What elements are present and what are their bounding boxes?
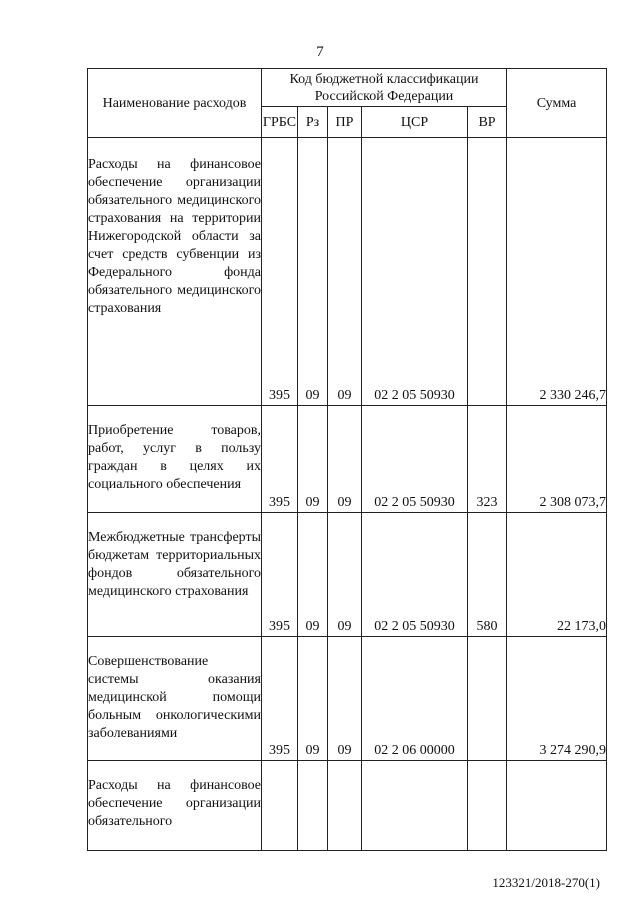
row-name-cell [88, 637, 262, 761]
rz-cell: 09 [298, 138, 328, 406]
row-name-cell [88, 761, 262, 851]
row-name-cell [88, 513, 262, 637]
csr-cell: 02 2 05 50930 [362, 406, 468, 513]
grbs-cell: 395 [262, 513, 298, 637]
grbs-cell: 395 [262, 138, 298, 406]
header-vr: ВР [468, 107, 507, 138]
rz-cell: 09 [298, 513, 328, 637]
rz-cell: 09 [298, 637, 328, 761]
vr-cell: 323 [468, 406, 507, 513]
header-pr: ПР [328, 107, 362, 138]
row-name-cell [88, 406, 262, 513]
amount-cell: 22 173,0 [507, 513, 607, 637]
csr-cell: 02 2 06 00000 [362, 637, 468, 761]
amount-cell: 3 274 290,9 [507, 637, 607, 761]
vr-cell: 580 [468, 513, 507, 637]
table-row [88, 761, 607, 851]
row-name: Межбюджетные трансферты бюджетам территориальных фондов обязательного медицинского страхования [88, 530, 261, 599]
header-name-col: Наименование расходов [88, 69, 262, 138]
header-grbs: ГРБС [262, 107, 298, 138]
header-csr: ЦСР [362, 107, 468, 138]
csr-cell: 02 2 05 50930 [362, 513, 468, 637]
header-classification-title: Код бюджетной классификации Российской Федерации [262, 69, 507, 107]
document-registration-code: 123321/2018-270(1) [492, 875, 600, 890]
grbs-cell: 395 [262, 406, 298, 513]
row-name: Приобретение товаров, работ, услуг в пользу граждан в целях их социального обеспечения [88, 423, 261, 492]
pr-cell [328, 761, 362, 851]
grbs-cell: 395 [262, 637, 298, 761]
amount-cell: 2 330 246,7 [507, 138, 607, 406]
pr-cell: 09 [328, 637, 362, 761]
rz-cell: 09 [298, 406, 328, 513]
page-number: 7 [316, 44, 324, 60]
pr-cell: 09 [328, 406, 362, 513]
row-name: Совершенствование системы оказания медицинской помощи больным онкологическими заболеваниями [88, 654, 261, 741]
amount-cell [507, 761, 607, 851]
header-sum-col: Сумма [507, 69, 607, 138]
header-rz: Рз [298, 107, 328, 138]
table-row [88, 138, 607, 406]
table-row [88, 637, 607, 761]
table-row [88, 406, 607, 513]
csr-cell [362, 761, 468, 851]
csr-cell: 02 2 05 50930 [362, 138, 468, 406]
row-name-cell [88, 138, 262, 406]
row-name: Расходы на финансовое обеспечение организации обязательного [88, 778, 261, 829]
row-name: Расходы на финансовое обеспечение организации обязательного медицинского страхования на территории Нижегородской области за счет средств субвенции из Федерального фонда обязательного медицинского страхования [88, 157, 261, 316]
vr-cell [468, 761, 507, 851]
rz-cell [298, 761, 328, 851]
amount-cell: 2 308 073,7 [507, 406, 607, 513]
table-row [88, 513, 607, 637]
pr-cell: 09 [328, 138, 362, 406]
vr-cell [468, 138, 507, 406]
vr-cell [468, 637, 507, 761]
grbs-cell [262, 761, 298, 851]
pr-cell: 09 [328, 513, 362, 637]
budget-table [87, 68, 607, 851]
